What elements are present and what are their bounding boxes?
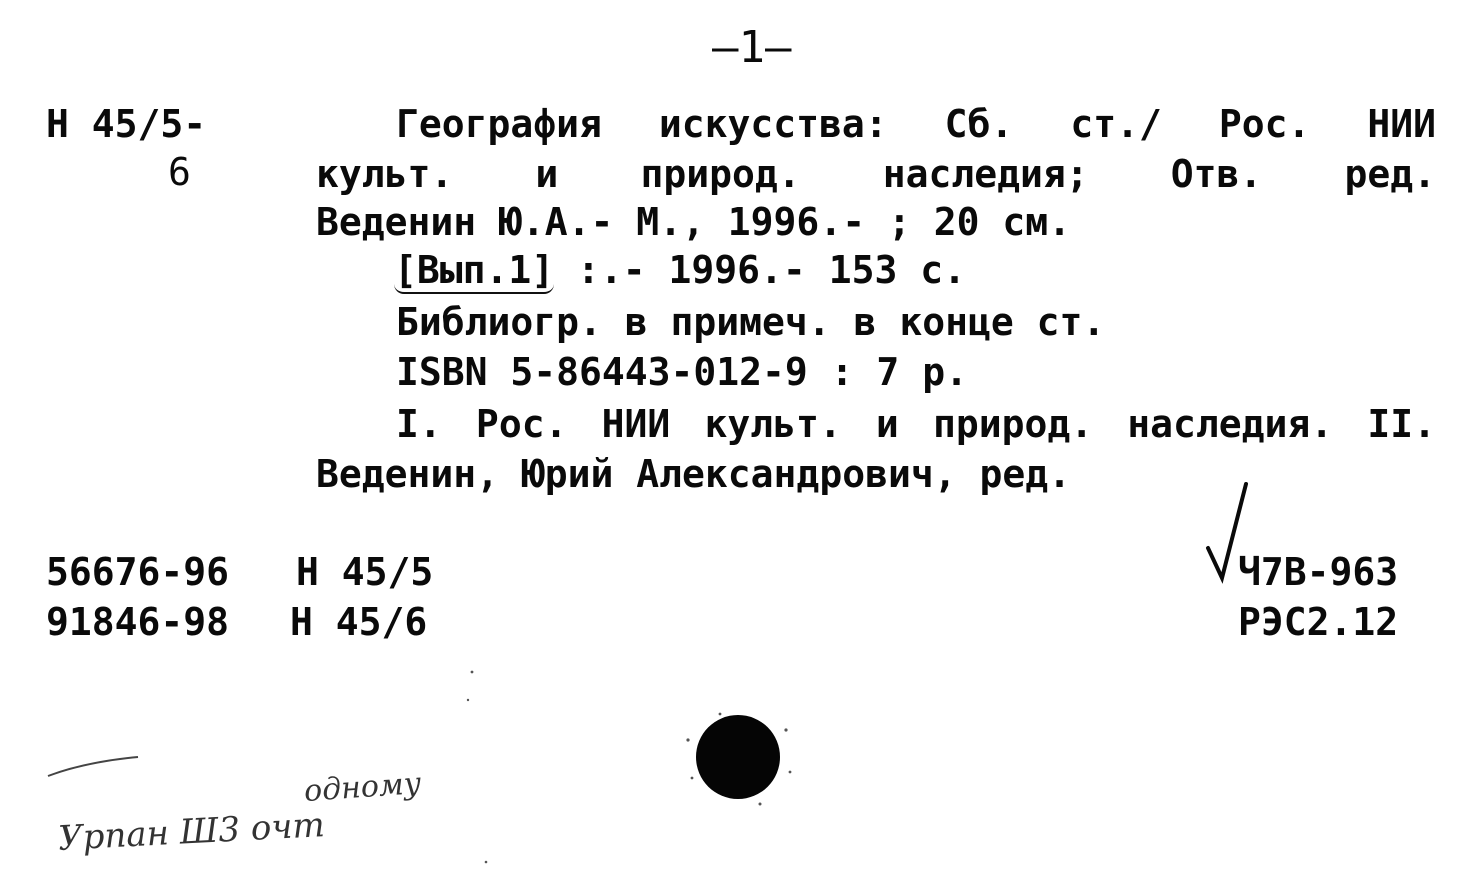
inventory-shelf: Н 45/5 bbox=[296, 550, 434, 594]
entry-word: культ. bbox=[316, 152, 454, 196]
entry-title-line: География искусства: Сб. ст./ Рос. НИИ bbox=[396, 102, 1436, 146]
entry-isbn: ISBN 5-86443-012-9 : 7 р. bbox=[396, 350, 968, 394]
entry-line-5: Библиогр. в примеч. в конце ст. bbox=[396, 300, 1106, 344]
classification-code-1: Ч7В-963 bbox=[1238, 550, 1399, 594]
entry-line-3: Веденин Ю.А.- М., 1996.- ; 20 см. bbox=[316, 200, 1071, 244]
entry-word: Отв. bbox=[1170, 152, 1263, 196]
entry-word: и bbox=[535, 152, 559, 196]
entry-line-7: I. Рос. НИИ культ. и природ. наследия. II. bbox=[396, 402, 1436, 446]
entry-word: ред. bbox=[1344, 152, 1436, 196]
volume-bracket: [Вып.1] bbox=[394, 248, 555, 292]
entry-line-8: Веденин, Юрий Александрович, ред. bbox=[316, 452, 1071, 496]
handwritten-underline bbox=[48, 757, 138, 776]
entry-word: природ. bbox=[640, 152, 801, 196]
inventory-shelf: Н 45/6 bbox=[290, 600, 428, 644]
punch-hole bbox=[696, 715, 780, 799]
handwritten-note-1: одному bbox=[302, 765, 423, 810]
inventory-number: 56676-96 bbox=[46, 550, 230, 594]
handwritten-note-2: Урпан Ш3 очт bbox=[57, 805, 326, 859]
inventory-number: 91846-98 bbox=[46, 600, 230, 644]
classification-code-2: РЭС2.12 bbox=[1238, 600, 1399, 644]
volume-details: :.- 1996.- 153 с. bbox=[554, 248, 966, 292]
call-number-line1: Н 45/5- bbox=[46, 102, 207, 146]
call-number-line2: 6 bbox=[168, 150, 191, 194]
checkmark-icon bbox=[1208, 484, 1246, 578]
page-number: —1— bbox=[712, 22, 792, 73]
entry-word: наследия; bbox=[882, 152, 1089, 196]
